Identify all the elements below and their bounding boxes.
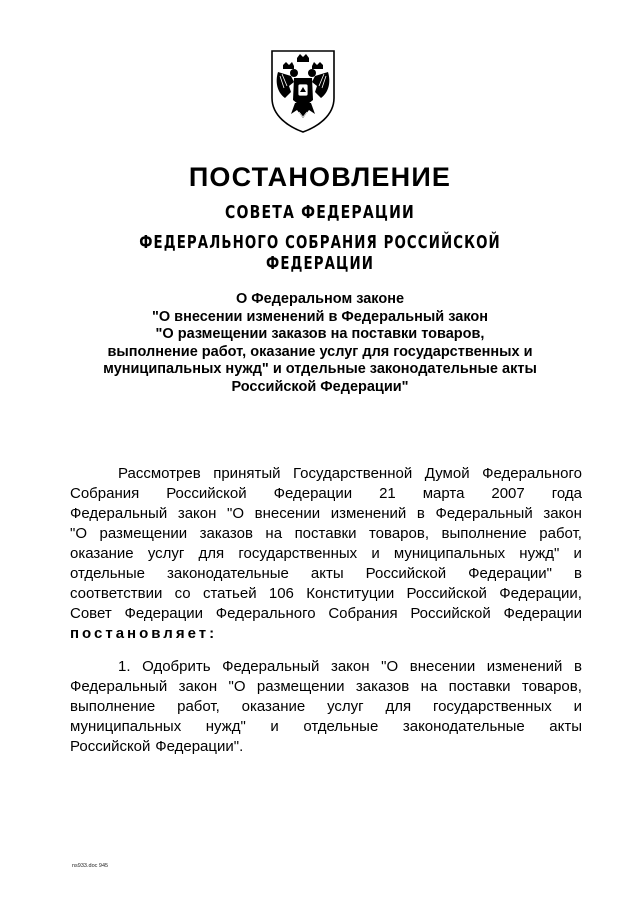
- word: услуг: [327, 698, 364, 715]
- subject-line: Российской Федерации": [231, 378, 409, 395]
- word: государственных: [238, 545, 358, 562]
- word: Российской: [410, 605, 491, 622]
- word: заказов: [199, 525, 253, 542]
- word: поставки: [448, 678, 511, 695]
- word: закон: [543, 505, 582, 522]
- subject-line: О Федеральном законе: [235, 291, 405, 307]
- word: размещении: [256, 678, 345, 695]
- word: "О: [227, 505, 245, 522]
- text-line: [70, 584, 582, 604]
- word: Федерации,: [499, 585, 582, 602]
- subject-line: муниципальных нужд" и отдельные законодательные акты: [103, 361, 537, 377]
- word: и: [270, 718, 279, 735]
- document-title: ПОСТАНОВЛЕНИЕ: [188, 162, 452, 192]
- word: отдельные: [70, 565, 145, 582]
- word: товаров,: [521, 678, 582, 695]
- text-line: [70, 697, 582, 717]
- word: поставки: [294, 525, 357, 542]
- word: в: [416, 505, 425, 522]
- word: и: [371, 545, 380, 562]
- word: заказов: [355, 678, 410, 695]
- subject-line: "О внесении изменений в Федеральный закон: [152, 308, 488, 325]
- russian-coat-of-arms-icon: [269, 48, 337, 134]
- preamble-paragraph: [70, 464, 582, 644]
- word: в: [574, 565, 582, 582]
- word: марта: [422, 485, 465, 502]
- word: государственных: [432, 698, 552, 715]
- resolves-word: постановляет:: [70, 625, 218, 642]
- word: законодательные: [402, 718, 525, 735]
- word: Российской: [406, 585, 487, 602]
- word: работ,: [177, 698, 220, 715]
- word: муниципальных: [393, 545, 506, 562]
- word: закон: [177, 505, 217, 522]
- word: для: [198, 545, 225, 562]
- word: Федерации: [124, 605, 203, 622]
- word: выполнение: [441, 525, 527, 542]
- word: и: [573, 545, 582, 562]
- word: 1.: [118, 658, 131, 675]
- text-line: [70, 737, 582, 757]
- subject-heading: [0, 291, 640, 396]
- word: выполнение: [70, 698, 156, 715]
- word: Российской: [166, 485, 247, 502]
- word: Собрания: [70, 485, 140, 502]
- word: года: [551, 485, 582, 502]
- word: Одобрить: [142, 658, 211, 675]
- word: закон: [178, 678, 218, 695]
- word: Федерации: [273, 485, 353, 502]
- word: нужд": [519, 545, 560, 562]
- word: Федерации": [468, 565, 552, 582]
- word: "О: [228, 678, 246, 695]
- word: отдельные: [303, 718, 379, 735]
- word: Государственной: [293, 465, 413, 482]
- word: соответствии: [70, 585, 163, 602]
- word: изменений: [486, 658, 563, 675]
- word: законодательные: [167, 565, 289, 582]
- word: Федерального: [482, 465, 582, 482]
- text-line: [70, 464, 582, 484]
- word: "О: [381, 658, 399, 675]
- text-line: [70, 604, 582, 624]
- word: услуг: [147, 545, 185, 562]
- text-line: [70, 677, 582, 697]
- issuer-line-1: СОВЕТА ФЕДЕРАЦИИ: [225, 202, 415, 223]
- word: 2007: [491, 485, 525, 502]
- word: оказание: [70, 545, 134, 562]
- word: муниципальных: [70, 718, 182, 735]
- text-line: [70, 564, 582, 584]
- word: Российской: [365, 565, 447, 582]
- text-line: [70, 504, 582, 524]
- file-reference: ns933.doc 945: [72, 863, 109, 869]
- word: для: [385, 698, 412, 715]
- text-line: [70, 717, 582, 737]
- word: товаров,: [368, 525, 429, 542]
- word: Федерации: [503, 605, 582, 622]
- word: акты: [549, 718, 582, 735]
- word: Федерального: [215, 605, 316, 622]
- word: Федерации".: [155, 738, 244, 755]
- word: закон: [330, 658, 370, 675]
- word: Конституции: [306, 585, 395, 602]
- word: Собрания: [328, 605, 398, 622]
- text-line: [70, 544, 582, 564]
- word: "О: [70, 525, 87, 542]
- word: внесении: [254, 505, 321, 522]
- text-line: [70, 524, 582, 544]
- word: акты: [310, 565, 344, 582]
- word: на: [420, 678, 438, 695]
- word: работ,: [539, 525, 582, 542]
- word: 106: [268, 585, 294, 602]
- word: внесении: [409, 658, 476, 675]
- word: Федеральный: [222, 658, 320, 675]
- subject-line: выполнение работ, оказание услуг для государственных и: [107, 343, 533, 360]
- word: Думой: [424, 465, 470, 482]
- word: Российской: [70, 738, 151, 755]
- word: и: [573, 698, 582, 715]
- word: в: [573, 658, 582, 675]
- word: нужд": [205, 718, 246, 735]
- word: Совет: [70, 605, 112, 622]
- word: на: [265, 525, 283, 542]
- issuer-line-2: ФЕДЕРАЛЬНОГО СОБРАНИЯ РОССИЙСКОЙ ФЕДЕРАЦИИ: [139, 232, 501, 274]
- word: со: [174, 585, 191, 602]
- text-line: [70, 657, 582, 677]
- word: Федеральный: [70, 678, 168, 695]
- word: размещении: [99, 525, 188, 542]
- word: оказание: [241, 698, 306, 715]
- word: Рассмотрев: [118, 465, 201, 482]
- word: Федеральный: [435, 505, 533, 522]
- word: статьей: [202, 585, 257, 602]
- word: изменений: [330, 505, 407, 522]
- text-line: [70, 484, 582, 504]
- word: 21: [379, 485, 396, 502]
- subject-line: "О размещении заказов на поставки товаров,: [155, 326, 485, 342]
- word: принятый: [213, 465, 281, 482]
- item-1-paragraph: [70, 657, 582, 757]
- word: Федеральный: [70, 505, 168, 522]
